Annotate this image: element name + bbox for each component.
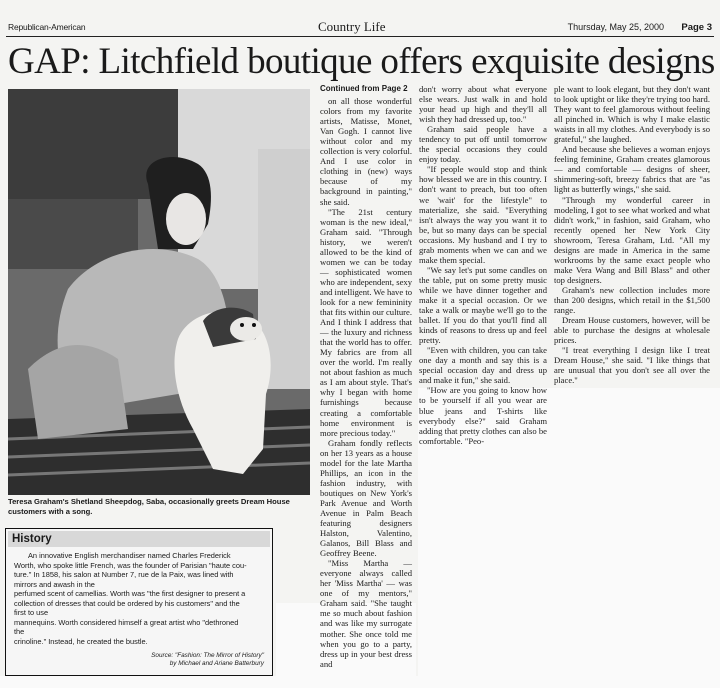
photo-woman-with-sheepdog	[8, 89, 310, 495]
history-line: the	[14, 627, 25, 636]
history-line: ture." In 1858, his salon at Number 7, rue de la Paix, was lined with	[14, 570, 234, 579]
history-line: first to use	[14, 608, 49, 617]
paragraph: "If people would stop and think how blessed we are in this country. I don't want to preach, but too often we 'wait' for the lifestyle" to materialize, she said. "Everything isn't always the way you want it to be, but so many days can be special occasions. My husband and I try to grab moments when we can and we make them special.	[419, 164, 547, 265]
history-line: Worth, who spoke little French, was the founder of Parisian "haute cou-	[14, 560, 247, 570]
paragraph: don't worry about what everyone else wears. Just walk in and hold your head up high and they'll all wish they had dressed up, too."	[419, 84, 547, 125]
paragraph: Graham's new collection includes more than 200 designs, which retail in the $1,500 range.	[554, 284, 710, 316]
history-title: History	[8, 531, 270, 547]
publication-name: Republican-American	[8, 22, 86, 32]
page-header	[6, 19, 714, 37]
paragraph: Graham said people have a tendency to put off until tomorrow the special occasions they could enjoy today.	[419, 124, 547, 165]
paragraph: "How are you going to know how to be yourself if all you wear are blue jeans and T-shirts like everybody else?" said Graham adding that pretty clothes can also be comfortable. "Peo-	[419, 385, 547, 446]
publication-date: Thursday, May 25, 2000	[567, 22, 664, 32]
history-line: An innovative English merchandiser named Charles Frederick	[28, 551, 231, 560]
continued-label: Continued from Page 2	[320, 84, 408, 93]
paragraph: Dream House customers, however, will be able to purchase the designs at wholesale prices.	[554, 315, 710, 346]
article-column-2	[320, 84, 412, 669]
history-line: crinoline." Instead, he created the bustle.	[14, 636, 148, 646]
paragraph: ple want to look elegant, but they don't want to look uptight or like they're trying too hard. They want to feel glamorous without feeling all pinched in. Which is why I make elastic waists in all my clothes. And everybody is so grateful," she laughed.	[554, 84, 710, 145]
paragraph: "Miss Martha — everyone always called her 'Miss Martha' — was one of my mentors," Graham said. "She taught me so much about fashion and was like my surrogate mother. She once told me when you go to a party, dress up in your best dress and	[320, 558, 412, 669]
paragraph: "We say let's put some candles on the table, put on some pretty music while we have dinner together and make it a special occasion. Or we take a walk or maybe we'll go to the ballet. If you do that you'll find all kinds of reasons to dress up and feel pretty.	[419, 264, 547, 346]
history-line: collection of dresses that could be ordered by his customers" and the	[14, 598, 240, 608]
paragraph: "Through my wonderful career in modeling, I got to see what worked and what didn't work," in fashion, said Graham, who recently opened her New York City showroom, Teresa Graham, Ltd. "All my designs are made in America in the same workrooms by the same exact people who make Vera Wang and Bill Blass" and other top designers.	[554, 194, 710, 285]
headline: GAP: Litchfield boutique offers exquisite designs	[8, 41, 715, 82]
photo-illustration	[8, 89, 310, 495]
paragraph: on all those wonderful colors from my favorite artists, Matisse, Monet, Van Gogh. I cannot live without color and my collection is very colorful. And I use color in clothing in (new) ways because of my background in painting," she said.	[320, 96, 412, 207]
paragraph: "I treat everything I design like I treat Dream House," she said. "I like things that are unusual that you don't see all over the place."	[554, 345, 710, 386]
paragraph: "The 21st century woman is the new ideal," Graham said. "Through history, we weren't allowed to be the kind of women we can be today — sophisticated women who are independent, sexy and intelligent. We have to look for a new femininity that fits within our culture. And I think I address that — the luxury and richness that the world has to offer. My fabrics are from all over the world. I'm really not about fashion as much as I am about style. That's why I began with home furnishings because creating a comfortable home environment is more precious today."	[320, 206, 412, 438]
paragraph: And because she believes a woman enjoys feeling feminine, Graham creates glamorous — and comfortable — designs of sheer, shimmering-soft, breezy fabrics that are "as light as butterfly wings," she said.	[554, 144, 710, 195]
photo-caption: Teresa Graham's Shetland Sheepdog, Saba, occasionally greets Dream House customers with a song.	[8, 497, 290, 516]
article-column-4	[554, 84, 710, 385]
history-line: mirrors and awash in the	[14, 579, 95, 589]
history-source-title: Source: "Fashion: The Mirror of History"	[151, 652, 264, 659]
article-column-3	[419, 84, 547, 446]
paragraph: Graham fondly reflects on her 13 years as a house model for the late Martha Phillips, an icon in the fashion industry, with boutiques on New York's Park Avenue and Worth Avenue in Palm Beach featuring designers Halston, Valentino, Galanos, Bill Blass and Geoffrey Beene.	[320, 437, 412, 559]
history-line: perfumed scent of camellias. Worth was "the first designer to present a	[14, 589, 246, 598]
page-number: Page 3	[681, 22, 712, 33]
section-name: Country Life	[318, 19, 386, 34]
history-source-authors: by Michael and Ariane Batterbury	[169, 659, 264, 667]
history-sidebar	[5, 528, 273, 676]
history-line: mannequins. Worth considered himself a great artist who "dethroned	[14, 617, 239, 627]
paragraph: "Even with children, you can take one day a month and say this is a special occasion day and dress up and make it fun," she said.	[419, 345, 547, 386]
history-source	[44, 652, 264, 667]
history-body	[14, 551, 266, 646]
